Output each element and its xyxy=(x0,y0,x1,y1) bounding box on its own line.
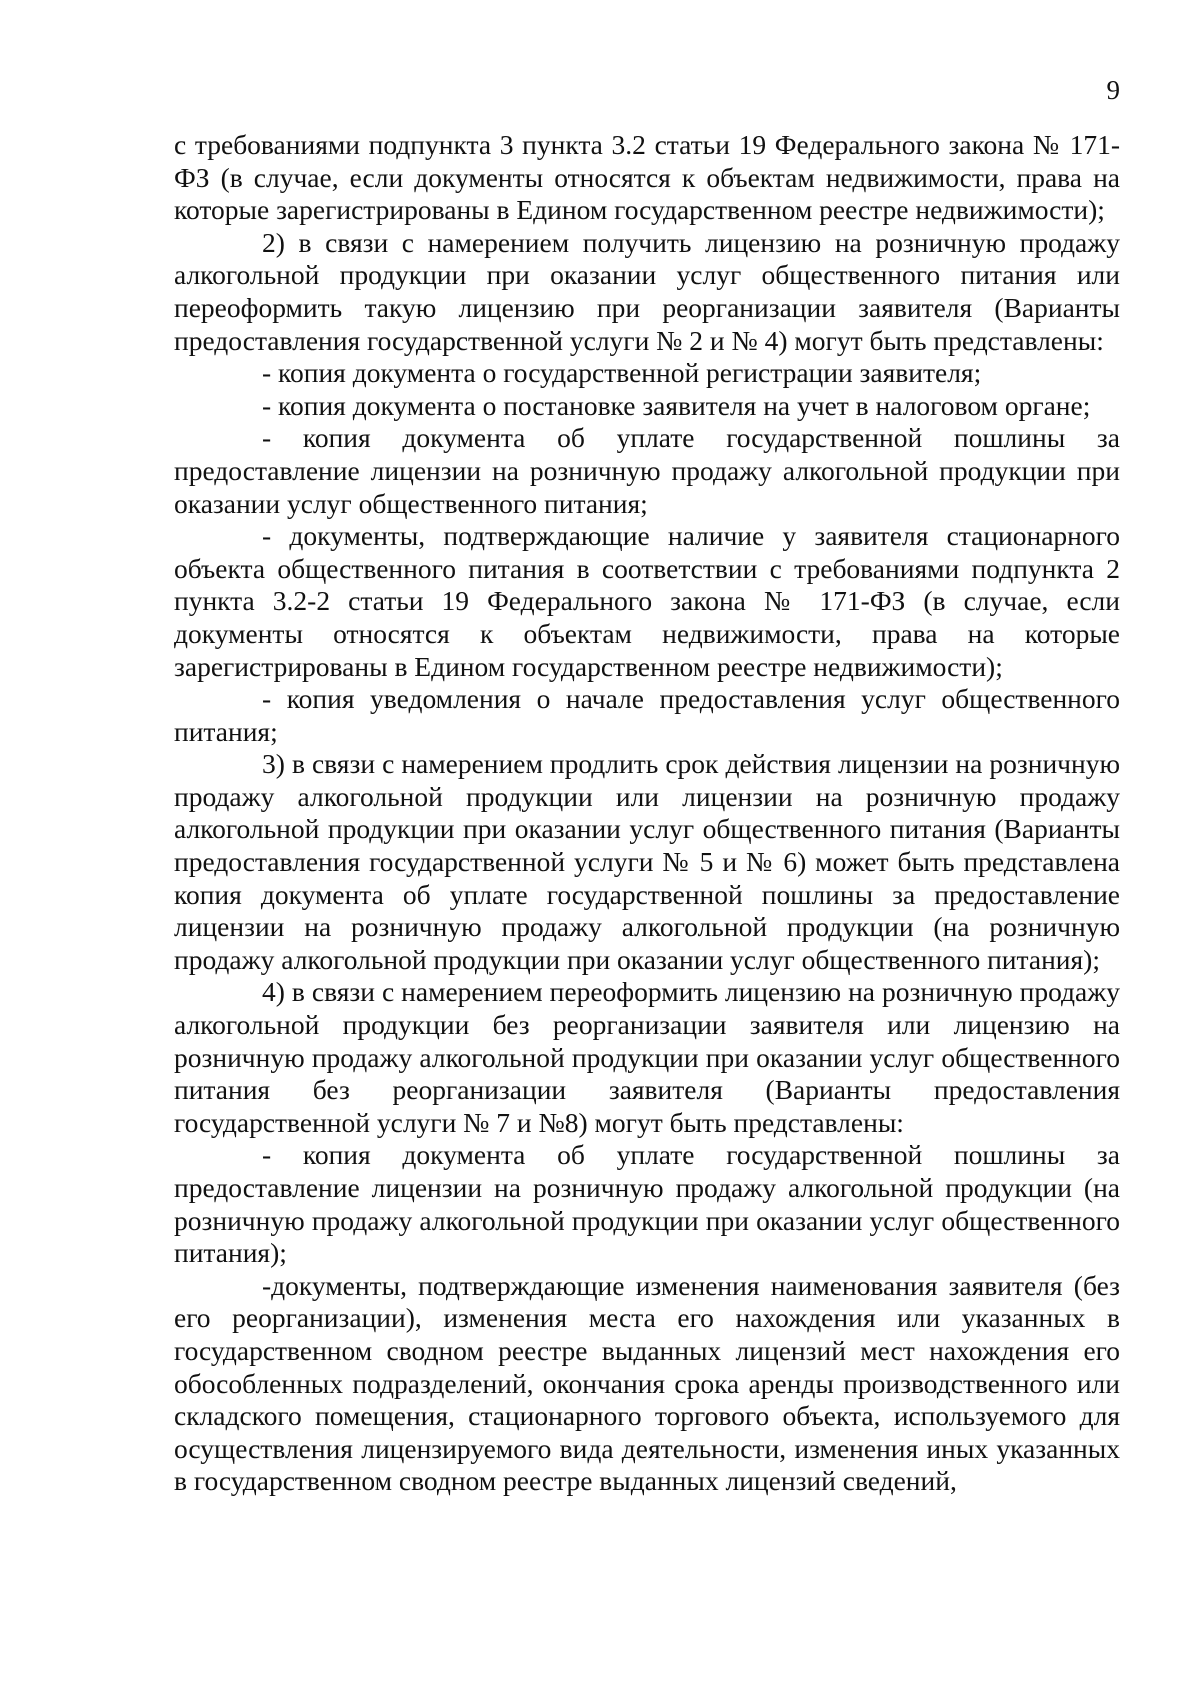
list-item: -документы, подтверждающие изменения наименования заявителя (без его реорганизации), изменения места его нахождения или указанных в государственном сводном реестре выданных лицензий мест нахождения его обособленных подразделений, окончания срока аренды производственного или складского помещения, стационарного торгового объекта, используемого для осуществления лицензируемого вида деятельности, изменения иных указанных в государственном сводном реестре выданных лицензий сведений, xyxy=(174,1269,1120,1497)
list-item: - копия документа о государственной регистрации заявителя; xyxy=(262,357,982,389)
list-item: - копия уведомления о начале предоставления услуг общественного питания; xyxy=(174,683,1120,747)
list-item: - копия документа об уплате государственной пошлины за предоставление лицензии на розничную продажу алкогольной продукции (на розничную продажу алкогольной продукции при оказании услуг общественного питания); xyxy=(174,1139,1120,1269)
list-item: - документы, подтверждающие наличие у заявителя стационарного объекта общественного питания в соответствии с требованиями подпункта 2 пункта 3.2-2 статьи 19 Федерального закона № 171-ФЗ (в случае, если документы относятся к объектам недвижимости, права на которые зарегистрированы в Едином государственном реестре недвижимости); xyxy=(174,520,1120,682)
paragraph: 3) в связи с намерением продлить срок действия лицензии на розничную продажу алкогольной продукции или лицензии на розничную продажу алкогольной продукции при оказании услуг общественного питания (Варианты предоставления государственной услуги № 5 и № 6) может быть представлена копия документа об уплате государственной пошлины за предоставление лицензии на розничную продажу алкогольной продукции (на розничную продажу алкогольной продукции при оказании услуг общественного питания); xyxy=(174,748,1120,975)
list-item: - копия документа об уплате государственной пошлины за предоставление лицензии на розничную продажу алкогольной продукции при оказании услуг общественного питания; xyxy=(174,422,1120,519)
paragraph: 2) в связи с намерением получить лицензию на розничную продажу алкогольной продукции при оказании услуг общественного питания или переоформить такую лицензию при реорганизации заявителя (Варианты предоставления государственной услуги № 2 и № 4) могут быть представлены: xyxy=(174,226,1120,356)
document-body xyxy=(174,129,1120,1498)
page-number: 9 xyxy=(1106,75,1120,105)
paragraph: 4) в связи с намерением переоформить лицензию на розничную продажу алкогольной продукции без реорганизации заявителя или лицензию на розничную продажу алкогольной продукции при оказании услуг общественного питания без реорганизации заявителя (Варианты предоставления государственной услуги № 7 и №8) могут быть представлены: xyxy=(174,976,1120,1138)
list-item: - копия документа о постановке заявителя на учет в налоговом органе; xyxy=(262,389,1091,421)
paragraph: с требованиями подпункта 3 пункта 3.2 статьи 19 Федерального закона № 171-ФЗ (в случае, если документы относятся к объектам недвижимости, права на которые зарегистрированы в Едином государственном реестре недвижимости); xyxy=(174,129,1120,226)
